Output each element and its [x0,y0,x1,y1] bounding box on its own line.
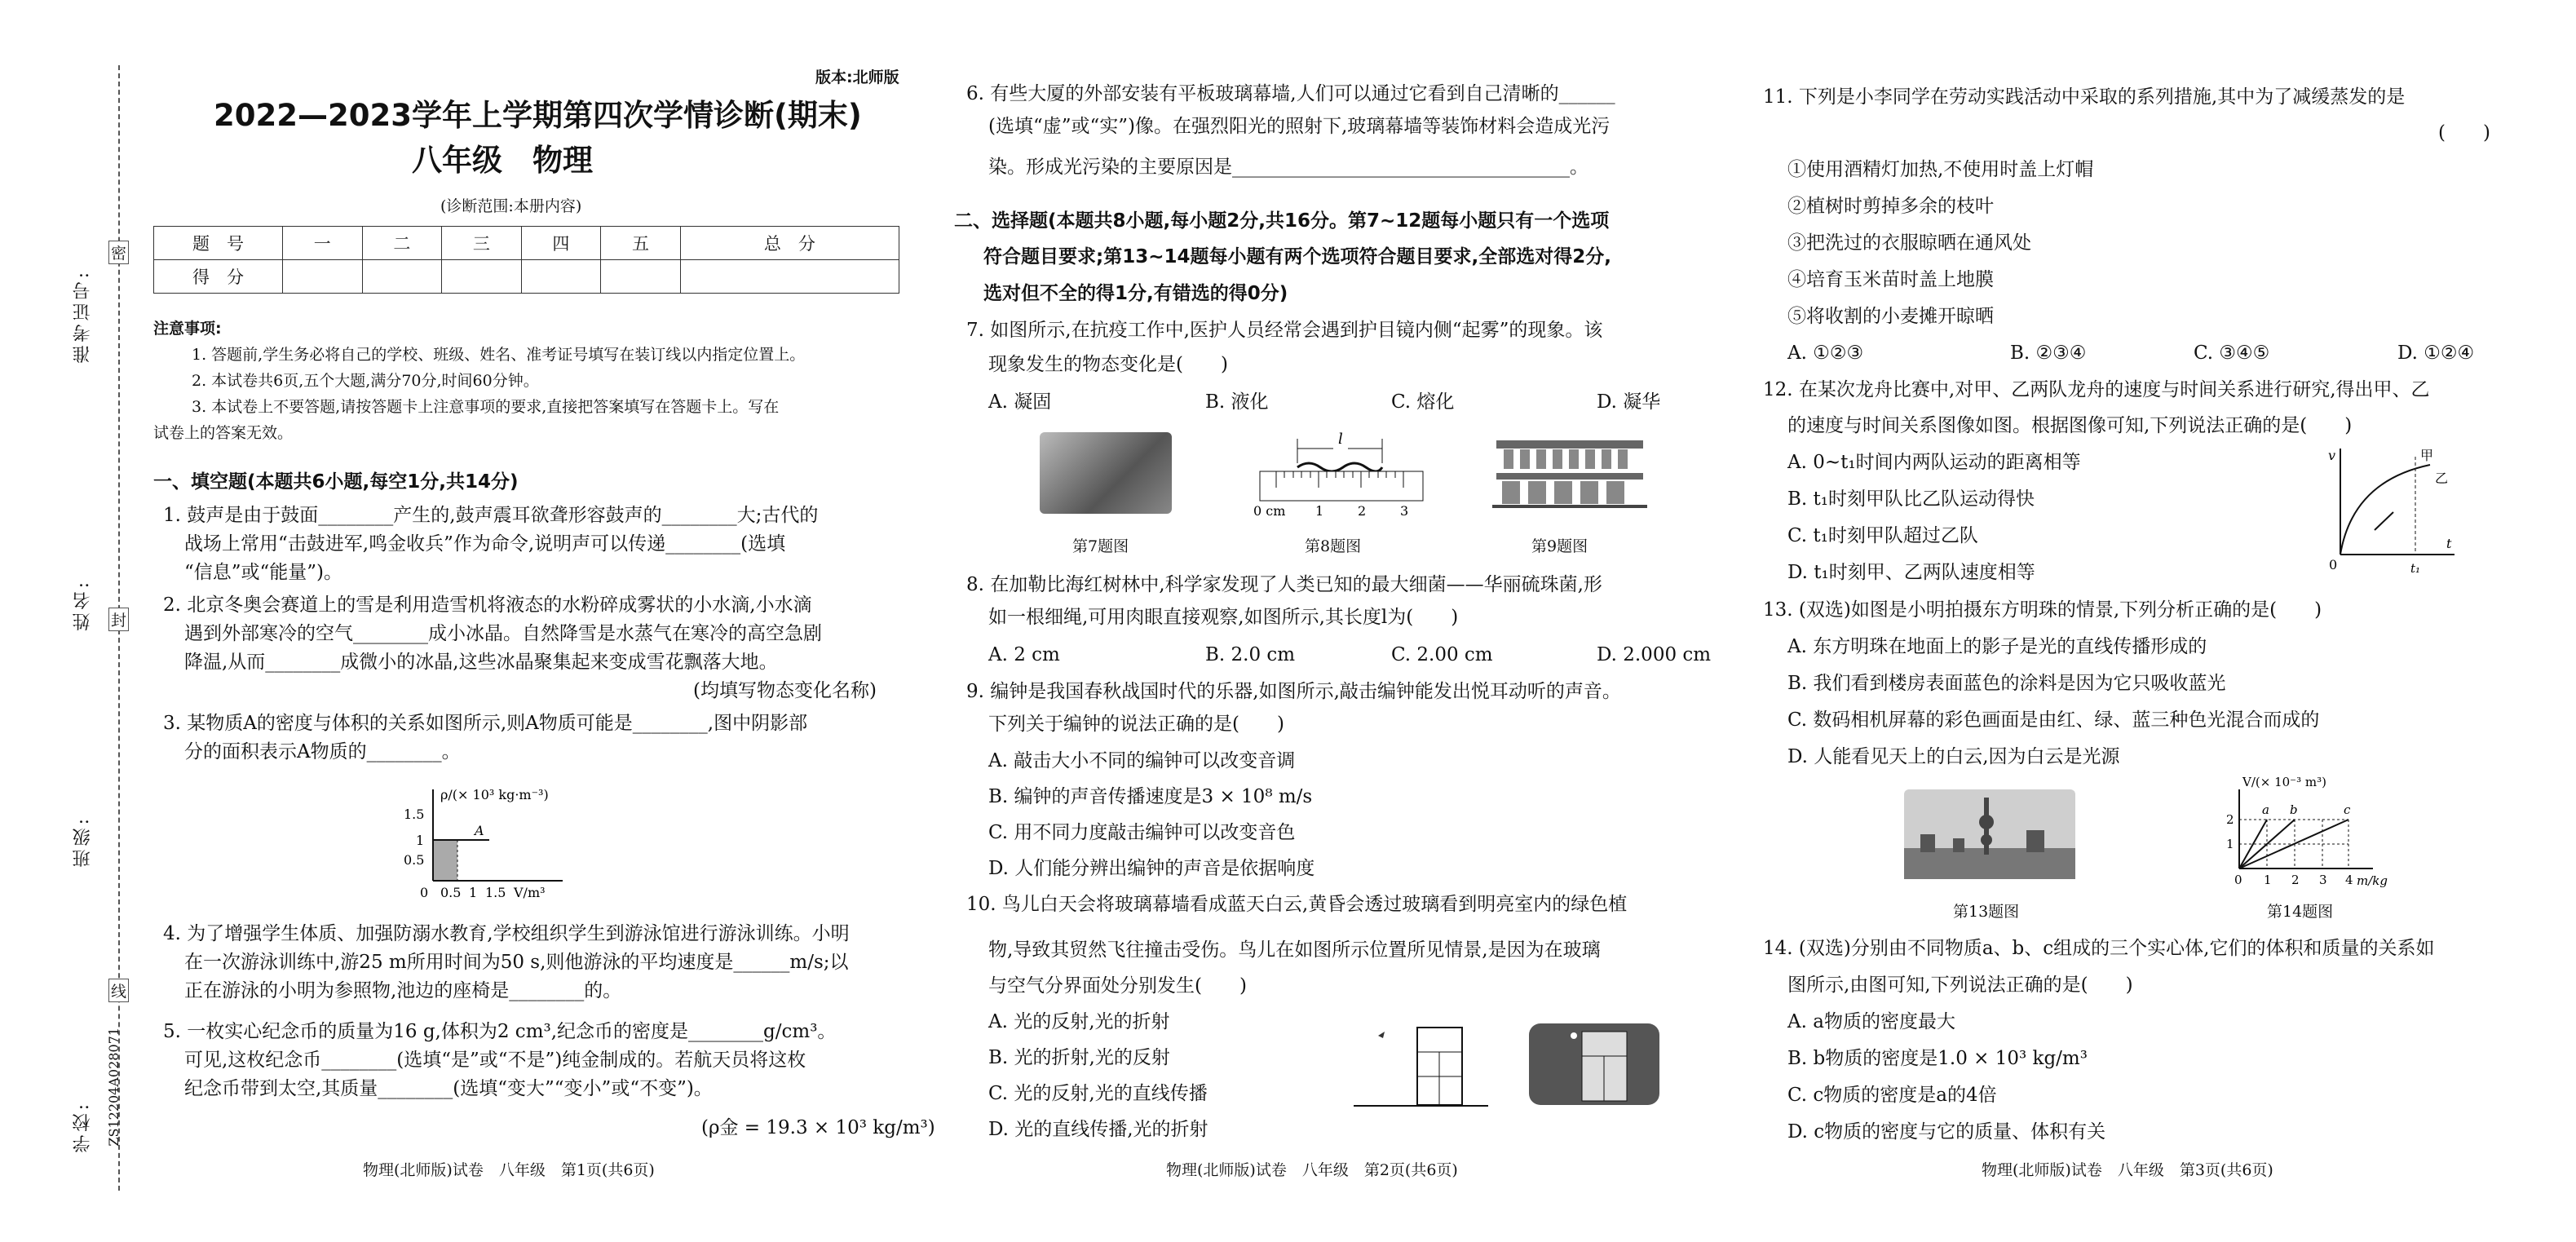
q7-line: 7. 如图所示,在抗疫工作中,医护人员经常会遇到护目镜内侧“起雾”的现象。该 [966,320,1603,341]
q7-photo-medic [1040,432,1172,514]
q2-line: 遇到外部寒冷的空气________成小冰晶。自然降雪是水蒸气在寒冷的高空急剧 [184,623,822,644]
graph-origin: 0 [2329,557,2338,572]
q11-item: ④培育玉米苗时盖上地膜 [1787,269,1994,290]
q1-line: 战场上常用“击鼓进军,鸣金收兵”作为命令,说明声可以传递________(选填 [184,533,786,555]
section2-title: 二、选择题(本题共8小题,每小题2分,共16分。第7~12题每小题只有一个选项 [954,210,1610,232]
q11-item: ③把洗过的衣服晾晒在通风处 [1787,232,2031,254]
graph-ytick: 1 [416,833,425,848]
q7-option-c[interactable]: C. 熔化 [1391,391,1455,413]
q12-option-a[interactable]: A. 0~t₁时间内两队运动的距离相等 [1787,452,2081,473]
q11-option-d[interactable]: D. ①②④ [2397,343,2475,364]
version-label: 版本:北师版 [815,69,899,86]
q11-item: ②植树时剪掉多余的枝叶 [1787,196,1994,217]
graph-xtick: 1 [469,885,478,900]
ruler-tick: 3 [1400,503,1409,519]
q9-option-b[interactable]: B. 编钟的声音传播速度是3 × 10⁸ m/s [988,786,1313,807]
exam-subtitle: 八年级 物理 [412,143,593,178]
q7-line: 现象发生的物态变化是( ) [988,354,1228,375]
graph-jia-label: 甲 [2420,448,2434,463]
footer-page3: 物理(北师版)试卷 八年级 第3页(共6页) [1982,1161,2273,1179]
section2-title: 选对但不全的得1分,有错选的得0分) [983,283,1288,304]
fig14-caption: 第14题图 [2267,903,2334,921]
q5-line: 5. 一枚实心纪念币的质量为16 g,体积为2 cm³,纪念币的密度是________g/cm³。 [163,1021,837,1042]
school-label: 学校: [73,1101,93,1153]
q11-option-b[interactable]: B. ②③④ [2010,343,2087,364]
q14-vm-graph [2210,775,2389,889]
q8-option-c[interactable]: C. 2.00 cm [1391,644,1493,665]
graph-xtick: 4 [2345,873,2353,887]
q12-option-b[interactable]: B. t₁时刻甲队比乙队运动得快 [1787,488,2035,510]
score-cell[interactable] [362,260,442,294]
q7-option-a[interactable]: A. 凝固 [988,391,1052,413]
graph-line-label-b: b [2290,802,2298,817]
graph-xtick: 1.5 [485,885,506,900]
score-table [153,226,899,294]
ruler-tick: 0 cm [1253,503,1286,519]
score-cell: 得 分 [154,260,283,294]
q8-ruler-figure [1252,431,1431,520]
q8-line: 如一根细绳,可用肉眼直接观察,如图所示,其长度l为( ) [988,607,1459,628]
q10-line: 与空气分界面处分别发生( ) [988,975,1247,997]
q11-item: ①使用酒精灯加热,不使用时盖上灯帽 [1787,159,2094,180]
q14-line: 图所示,由图可知,下列说法正确的是( ) [1787,975,2133,996]
shaded-area [433,840,457,881]
q7-option-b[interactable]: B. 液化 [1205,391,1269,413]
graph-t1-label: t₁ [2410,561,2421,576]
q2-line: 2. 北京冬奥会赛道上的雪是利用造雪机将液态的水粉碎成雾状的小水滴,小水滴 [163,594,812,616]
fig7-caption: 第7题图 [1072,537,1129,555]
q11-line: 11. 下列是小李同学在劳动实践活动中采取的系列措施,其中为了减缓蒸发的是 [1763,86,2406,108]
score-table-score-row [154,260,899,294]
graph-xlabel: V/m³ [514,885,546,900]
graph-xtick: 2 [2291,873,2300,887]
ruler-tick: 1 [1315,503,1324,519]
q11-option-c[interactable]: C. ③④⑤ [2194,343,2270,364]
score-cell[interactable] [680,260,899,294]
seal-mark-2: 封 [108,608,129,631]
q12-option-d[interactable]: D. t₁时刻甲、乙两队速度相等 [1787,562,2035,583]
exam-id-label: 准考证号: [73,269,93,364]
score-cell: 一 [283,227,363,260]
ruler-tick: 2 [1358,503,1367,519]
q6-line: 6. 有些大厦的外部安装有平板玻璃幕墙,人们可以通过它看到自己清晰的______ [966,83,1615,104]
score-cell[interactable] [442,260,522,294]
score-cell: 二 [362,227,442,260]
q10-building-figure [1354,1019,1488,1109]
q13-option-b[interactable]: B. 我们看到楼房表面蓝色的涂料是因为它只吸收蓝光 [1787,673,2226,694]
q10-option-d[interactable]: D. 光的直线传播,光的折射 [988,1119,1208,1140]
q3-density-graph [383,783,595,913]
q10-option-a[interactable]: A. 光的反射,光的折射 [988,1011,1170,1032]
graph-xtick: 0 [2234,873,2242,887]
graph-xlabel: m/kg [2357,873,2388,888]
q9-option-c[interactable]: C. 用不同力度敲击编钟可以改变音色 [988,822,1296,843]
note-item: 试卷上的答案无效。 [153,424,294,442]
graph-yi-label: 乙 [2435,471,2449,486]
class-label: 班级: [73,815,93,868]
graph-ytick: 2 [2226,812,2234,827]
ruler-length-label: l [1338,431,1343,448]
graph-v-label: v [2328,448,2336,463]
q13-option-d[interactable]: D. 人能看见天上的白云,因为白云是光源 [1787,746,2120,767]
q1-line: 1. 鼓声是由于鼓面________产生的,鼓声震耳欲聋形容鼓声的________大;古代的 [163,505,819,526]
name-label: 姓名: [73,579,93,631]
score-cell: 三 [442,227,522,260]
q11-item: ⑤将收割的小麦摊开晾晒 [1787,306,1994,327]
q4-line: 正在游泳的小明为参照物,池边的座椅是________的。 [184,980,622,1001]
q8-option-d[interactable]: D. 2.000 cm [1597,644,1712,665]
seal-mark-3: 线 [108,979,129,1002]
section2-title: 符合题目要求;第13~14题每小题有两个选项符合题目要求,全部选对得2分, [983,246,1611,267]
score-cell[interactable] [601,260,681,294]
q8-option-b[interactable]: B. 2.0 cm [1205,644,1296,665]
q9-bells-figure [1492,436,1647,510]
q6-line: (选填“虚”或“实”)像。在强烈阳光的照射下,玻璃幕墙等装饰材料会造成光污 [988,116,1611,137]
q2-line: 降温,从而________成微小的冰晶,这些冰晶聚集起来变成雪花飘落大地。 [184,652,778,673]
q3-line: 分的面积表示A物质的________。 [184,741,461,762]
q11-answer-paren: ( ) [2438,122,2490,144]
graph-ytick: 0.5 [404,852,425,868]
q9-line: 9. 编钟是我国春秋战国时代的乐器,如图所示,敲击编钟能发出悦耳动听的声音。 [966,681,1621,702]
notes-title: 注意事项: [153,320,222,338]
q13-option-a[interactable]: A. 东方明珠在地面上的影子是光的直线传播形成的 [1787,636,2207,657]
q2-note: (均填写物态变化名称) [693,680,877,701]
q10-option-c[interactable]: C. 光的反射,光的直线传播 [988,1083,1208,1104]
note-item: 2. 本试卷共6页,五个大题,满分70分,时间60分钟。 [192,372,539,390]
q9-option-d[interactable]: D. 人们能分辨出编钟的声音是依据响度 [988,858,1315,879]
score-cell: 四 [521,227,601,260]
q4-line: 4. 为了增强学生体质、加强防溺水教育,学校组织学生到游泳馆进行游泳训练。小明 [163,923,850,944]
score-table-header-row [154,227,899,260]
footer-page1: 物理(北师版)试卷 八年级 第1页(共6页) [363,1161,655,1179]
exam-title: 2022—2023学年上学期第四次学情诊断(期末) [214,98,862,133]
graph-ylabel: ρ/(× 10³ kg·m⁻³) [440,787,549,802]
fig9-caption: 第9题图 [1531,537,1588,555]
q10-line: 物,导致其贸然飞往撞击受伤。鸟儿在如图所示位置所见情景,是因为在玻璃 [988,939,1601,961]
note-item: 1. 答题前,学生务必将自己的学校、班级、姓名、准考证号填写在装订线以内指定位置上。 [192,346,806,364]
q12-line: 的速度与时间关系图像如图。根据图像可知,下列说法正确的是( ) [1787,415,2353,436]
q14-option-b[interactable]: B. b物质的密度是1.0 × 10³ kg/m³ [1787,1048,2088,1069]
q13-photo-tower [1904,789,2075,879]
section1-title: 一、填空题(本题共6小题,每空1分,共14分) [153,471,519,493]
q11-option-a[interactable]: A. ①②③ [1787,343,1864,364]
graph-ytick: 1 [2226,837,2234,851]
q7-option-d[interactable]: D. 凝华 [1597,391,1661,413]
q9-option-a[interactable]: A. 敲击大小不同的编钟可以改变音调 [988,750,1296,771]
q9-line: 下列关于编钟的说法正确的是( ) [988,714,1284,735]
q5-line: 纪念币带到太空,其质量________(选填“变大”“变小”或“不变”)。 [184,1078,713,1099]
exam-code: ZS12204A028071 [106,1028,122,1147]
graph-t-label: t [2446,536,2452,551]
q14-option-c[interactable]: C. c物质的密度是a的4倍 [1787,1085,1997,1106]
q8-option-a[interactable]: A. 2 cm [988,644,1060,665]
exam-scope: (诊断范围:本册内容) [440,197,582,215]
score-cell: 五 [601,227,681,260]
fig8-caption: 第8题图 [1305,537,1362,555]
fig13-caption: 第13题图 [1953,903,2020,921]
q5-gold-density: (ρ金 = 19.3 × 10³ kg/m³) [701,1117,935,1138]
q12-vt-graph [2316,440,2463,579]
graph-ylabel: V/(× 10⁻³ m³) [2242,775,2326,789]
q13-line: 13. (双选)如图是小明拍摄东方明珠的情景,下列分析正确的是( ) [1763,599,2322,621]
q14-option-a[interactable]: A. a物质的密度最大 [1787,1011,1955,1032]
graph-line-label-c: c [2344,802,2351,817]
graph-ytick: 1.5 [404,807,425,822]
q14-line: 14. (双选)分别由不同物质a、b、c组成的三个实心体,它们的体积和质量的关系如 [1763,938,2435,959]
score-cell[interactable] [283,260,363,294]
q4-line: 在一次游泳训练中,游25 m所用时间为50 s,则他游泳的平均速度是______m/s;以 [184,952,849,973]
q6-line: 染。形成光污染的主要原因是____________________________________。 [988,157,1588,178]
seal-mark-1: 密 [108,241,129,264]
graph-xtick: 0.5 [440,885,462,900]
graph-line-label-a: a [2262,802,2269,817]
score-cell[interactable] [521,260,601,294]
q13-option-c[interactable]: C. 数码相机屏幕的彩色画面是由红、绿、蓝三种色光混合而成的 [1787,709,2320,731]
score-cell: 题 号 [154,227,283,260]
q1-line: “信息”或“能量”)。 [184,562,343,583]
q10-line: 10. 鸟儿白天会将玻璃幕墙看成蓝天白云,黄昏会透过玻璃看到明亮室内的绿色植 [966,894,1628,915]
q12-line: 12. 在某次龙舟比赛中,对甲、乙两队龙舟的速度与时间关系进行研究,得出甲、乙 [1763,379,2430,400]
q10-option-b[interactable]: B. 光的折射,光的反射 [988,1047,1170,1068]
q5-line: 可见,这枚纪念币________(选填“是”或“不是”)纯金制成的。若航天员将这枚 [184,1050,806,1071]
note-item: 3. 本试卷上不要答题,请按答题卡上注意事项的要求,直接把答案填写在答题卡上。写在 [192,398,780,416]
score-cell: 总 分 [680,227,899,260]
graph-point-label: A [475,823,484,838]
graph-xtick: 3 [2319,873,2327,887]
q3-line: 3. 某物质A的密度与体积的关系如图所示,则A物质可能是________,图中阴影部 [163,713,808,734]
q10-night-figure [1525,1019,1664,1109]
q14-option-d[interactable]: D. c物质的密度与它的质量、体积有关 [1787,1121,2106,1143]
graph-xtick: 0 [420,885,429,900]
footer-page2: 物理(北师版)试卷 八年级 第2页(共6页) [1166,1161,1458,1179]
q12-option-c[interactable]: C. t₁时刻甲队超过乙队 [1787,525,1978,546]
q8-line: 8. 在加勒比海红树林中,科学家发现了人类已知的最大细菌——华丽硫珠菌,形 [966,574,1602,595]
graph-xtick: 1 [2264,873,2272,887]
